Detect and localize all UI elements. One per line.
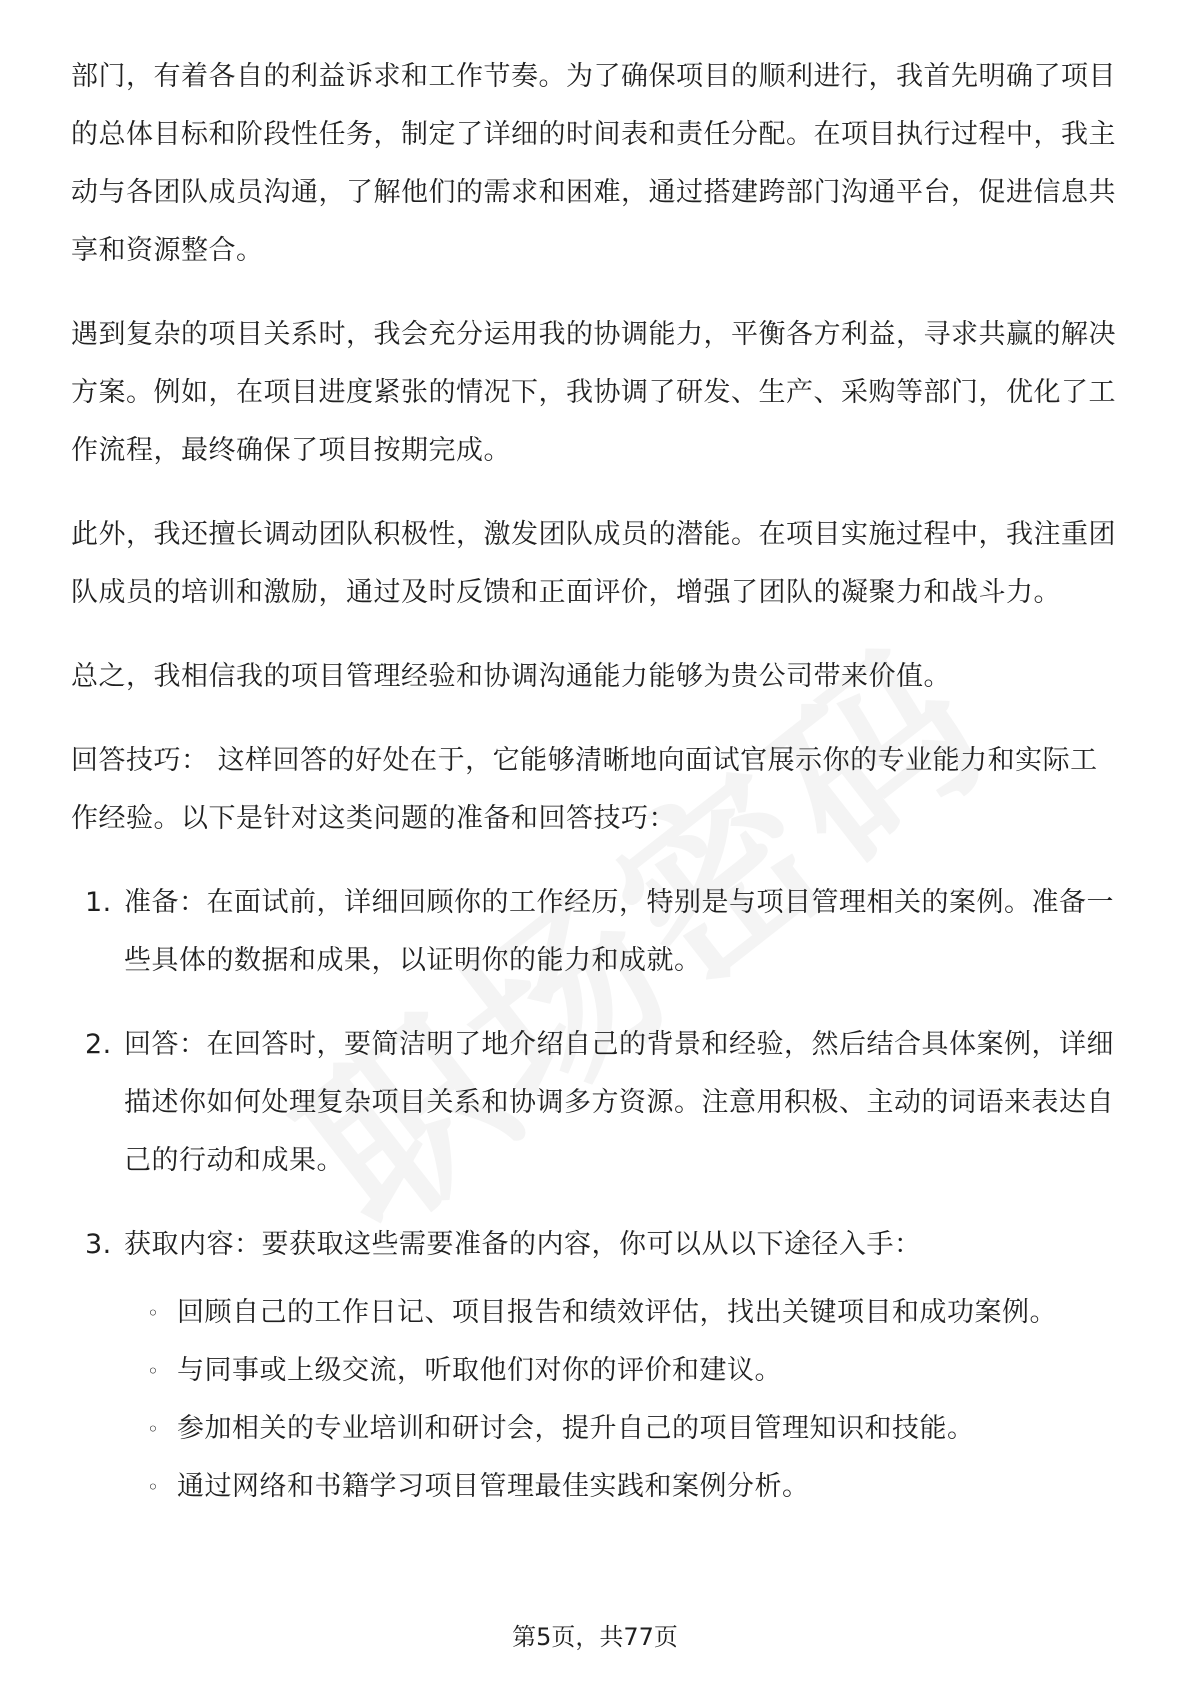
list-number: 3. <box>85 1229 112 1260</box>
sub-list-item-text: 通过网络和书籍学习项目管理最佳实践和案例分析。 <box>177 1471 810 1502</box>
list-item <box>71 874 1121 990</box>
sub-list-item <box>71 1284 1121 1342</box>
list-number: 1. <box>85 887 112 918</box>
list-item <box>71 1216 1121 1274</box>
list-item-text: 准备：在面试前，详细回顾你的工作经历，特别是与项目管理相关的案例。准备一些具体的数据和成果，以证明你的能力和成就。 <box>124 887 1114 976</box>
paragraph: 此外，我还擅长调动团队积极性，激发团队成员的潜能。在项目实施过程中，我注重团队成员的培训和激励，通过及时反馈和正面评价，增强了团队的凝聚力和战斗力。 <box>71 519 1116 608</box>
tips-ordered-list <box>71 874 1121 1274</box>
paragraph: 部门，有着各自的利益诉求和工作节奏。为了确保项目的顺利进行，我首先明确了项目的总体目标和阶段性任务，制定了详细的时间表和责任分配。在项目执行过程中，我主动与各团队成员沟通，了解他们的需求和困难，通过搭建跨部门沟通平台，促进信息共享和资源整合。 <box>71 61 1116 266</box>
list-item-text: 获取内容：要获取这些需要准备的内容，你可以从以下途径入手： <box>124 1229 922 1260</box>
circle-bullet-icon: ◦ <box>147 1359 160 1383</box>
tips-paragraph: 回答技巧： 这样回答的好处在于，它能够清晰地向面试官展示你的专业能力和实际工作经验。以下是针对这类问题的准备和回答技巧： <box>71 745 1098 834</box>
paragraph: 遇到复杂的项目关系时，我会充分运用我的协调能力，平衡各方利益，寻求共赢的解决方案。例如，在项目进度紧张的情况下，我协调了研发、生产、采购等部门，优化了工作流程，最终确保了项目按期完成。 <box>71 319 1116 466</box>
sub-list-item-text: 参加相关的专业培训和研讨会，提升自己的项目管理知识和技能。 <box>177 1413 975 1444</box>
sub-list-item-text: 回顾自己的工作日记、项目报告和绩效评估，找出关键项目和成功案例。 <box>177 1297 1057 1328</box>
sub-list-item <box>71 1342 1121 1400</box>
list-item-text: 回答：在回答时，要简洁明了地介绍自己的背景和经验，然后结合具体案例，详细描述你如何处理复杂项目关系和协调多方资源。注意用积极、主动的词语来表达自己的行动和成果。 <box>124 1029 1114 1176</box>
list-number: 2. <box>85 1029 112 1060</box>
sub-list-item-text: 与同事或上级交流，听取他们对你的评价和建议。 <box>177 1355 782 1386</box>
list-item <box>71 1016 1121 1190</box>
circle-bullet-icon: ◦ <box>147 1417 160 1441</box>
circle-bullet-icon: ◦ <box>147 1475 160 1499</box>
sub-list-item <box>71 1458 1121 1516</box>
paragraph: 总之，我相信我的项目管理经验和协调沟通能力能够为贵公司带来价值。 <box>71 661 951 692</box>
page-footer: 第5页，共77页 <box>512 1623 678 1651</box>
circle-bullet-icon: ◦ <box>147 1301 160 1325</box>
page-content <box>71 48 1121 1516</box>
sub-list-item <box>71 1400 1121 1458</box>
sub-bullet-list <box>71 1284 1121 1516</box>
